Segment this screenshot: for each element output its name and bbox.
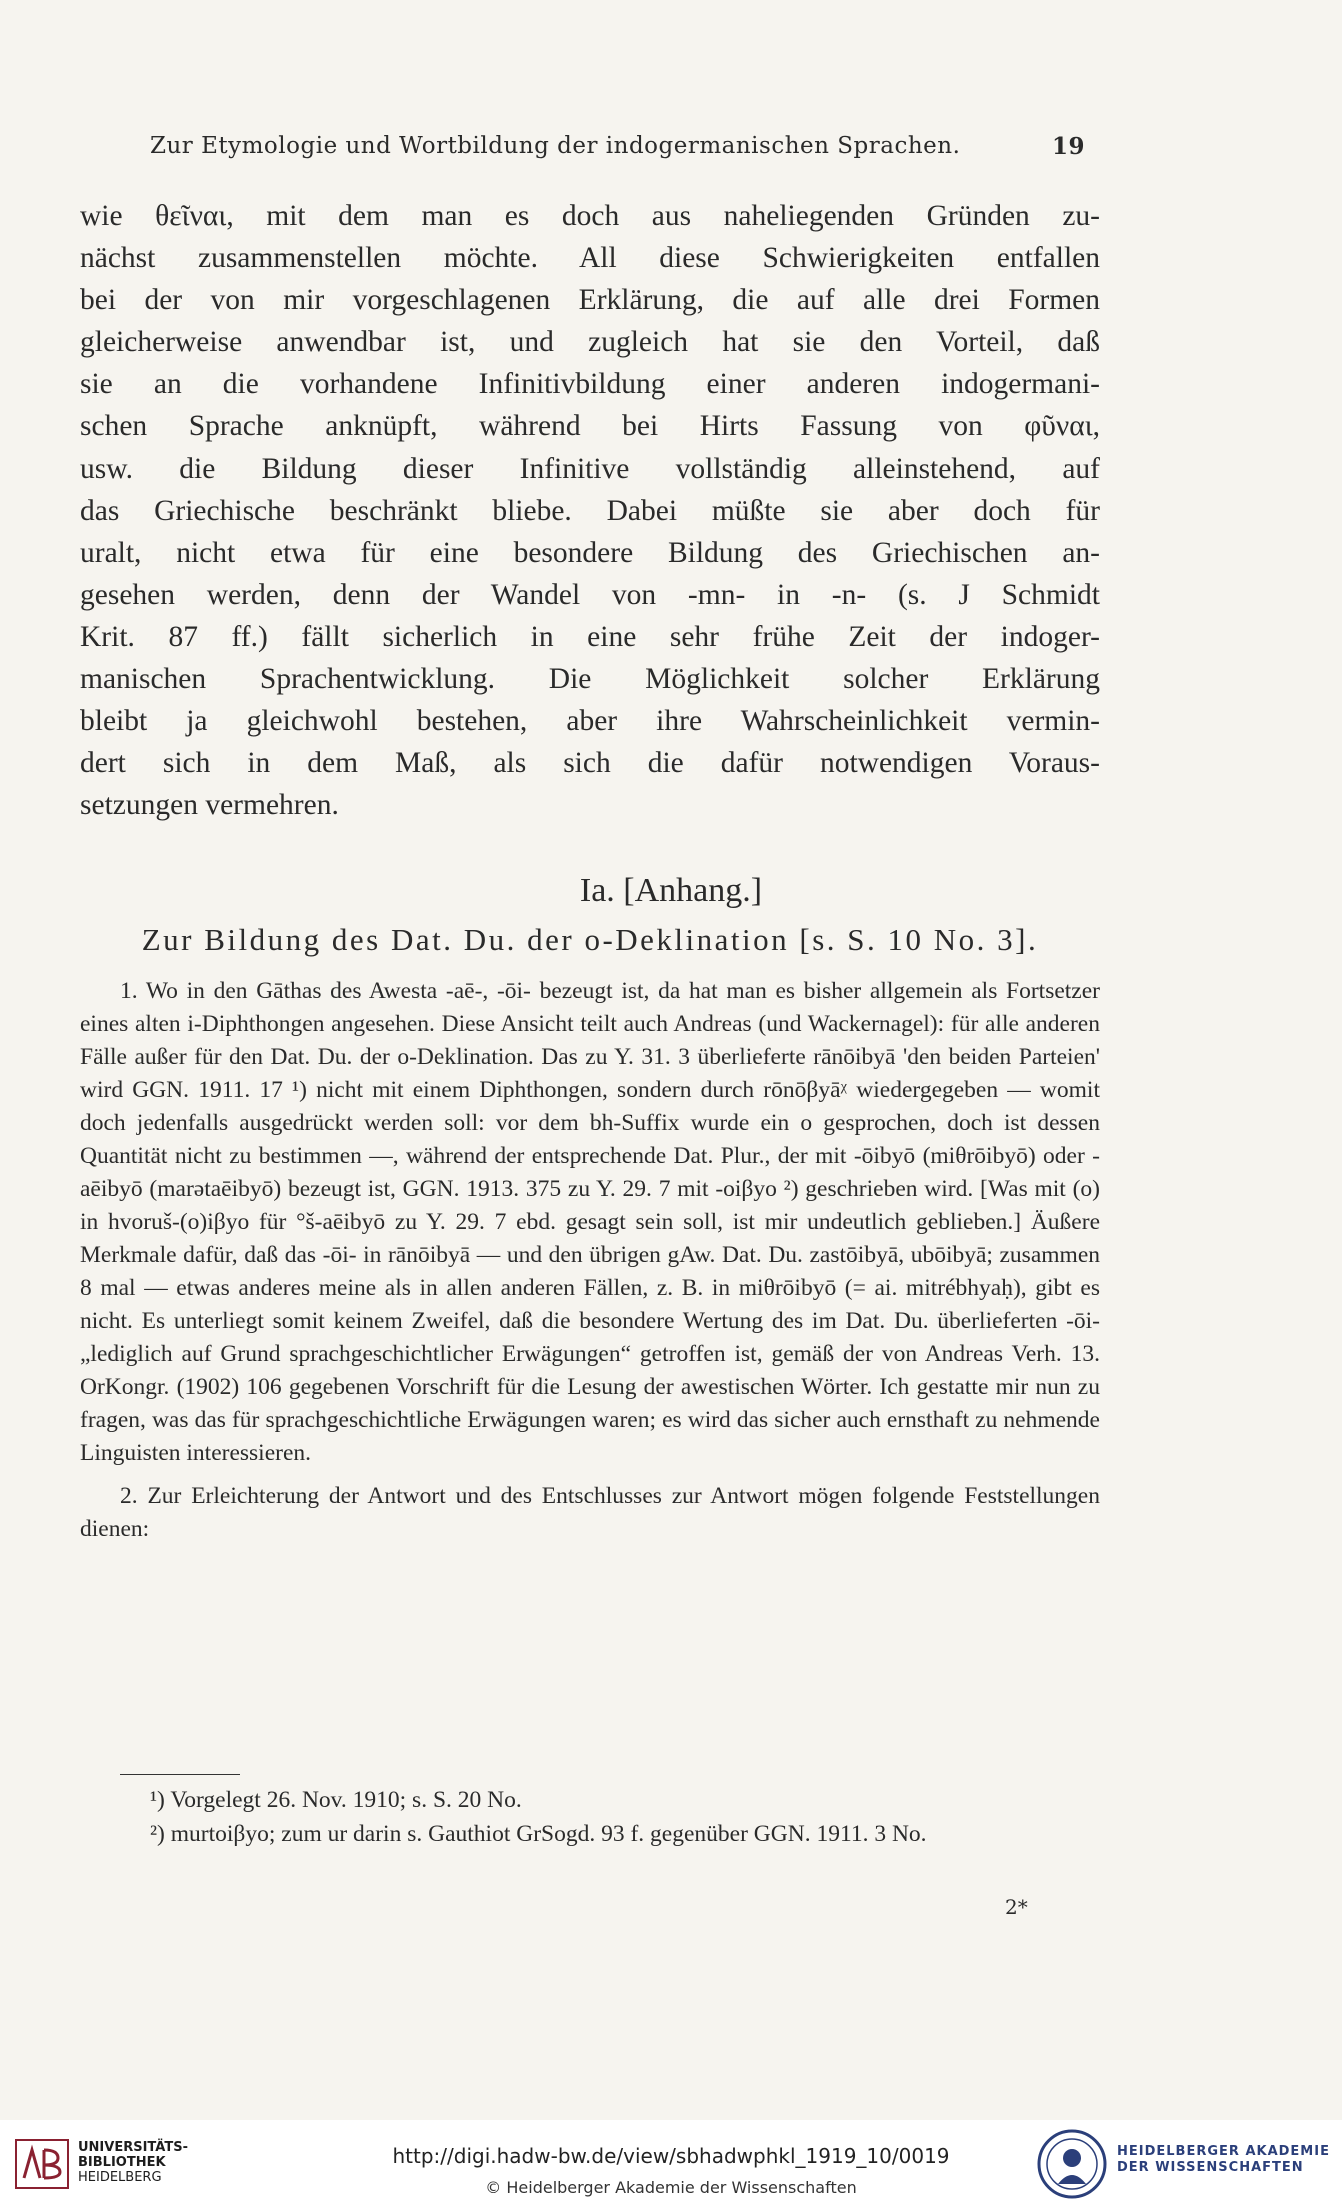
body-line: gleicherweise anwendbar ist, und zugleich hat sie den Vorteil, daß: [80, 326, 1100, 359]
permalink-url[interactable]: http://digi.hadw-bw.de/view/sbhadwphkl_1919_10/0019: [392, 2144, 950, 2168]
section-title: Zur Bildung des Dat. Du. der o-Deklination [s. S. 10 No. 3].: [141, 922, 1039, 957]
library-name: UNIVERSITÄTS- BIBLIOTHEK HEIDELBERG: [78, 2140, 188, 2185]
running-head-title: Zur Etymologie und Wortbildung der indogermanischen Sprachen.: [150, 133, 961, 159]
footnote-2: ²) murtoiβyo; zum ur darin s. Gauthiot GrSogd. 93 f. gegenüber GGN. 1911. 3 No.: [150, 1821, 927, 1847]
running-head: [150, 133, 1085, 159]
body-line: nächst zusammenstellen möchte. All diese Schwierigkeiten entfallen: [80, 242, 1100, 275]
section-number: Ia. [Anhang.]: [579, 872, 763, 909]
footnote-rule: [120, 1774, 240, 1775]
body-line: gesehen werden, denn der Wandel von -mn- in -n- (s. J Schmidt: [80, 578, 1100, 611]
academy-name: HEIDELBERGER AKADEMIE DER WISSENSCHAFTEN: [1117, 2144, 1330, 2175]
footnotes: [80, 1783, 1100, 1851]
body-line: dert sich in dem Maß, als sich die dafür notwendigen Voraus-: [80, 747, 1100, 780]
paragraph-2: 2. Zur Erleichterung der Antwort und des Entschlusses zur Antwort mögen folgende Feststellungen dienen:: [80, 1483, 1100, 1542]
body-line: sie an die vorhandene Infinitivbildung einer anderen indogermani-: [80, 368, 1100, 401]
body-line: Krit. 87 ff.) fällt sicherlich in eine sehr frühe Zeit der indoger-: [80, 620, 1100, 653]
academy-seal-icon: [1036, 2128, 1108, 2204]
section-text: [80, 975, 1100, 1546]
body-line: usw. die Bildung dieser Infinitive vollständig alleinstehend, auf: [80, 452, 1100, 485]
body-line: das Griechische beschränkt bliebe. Dabei müßte sie aber doch für: [80, 494, 1100, 527]
body-line: manischen Sprachentwicklung. Die Möglichkeit solcher Erklärung: [80, 663, 1100, 696]
body-paragraph: [80, 195, 1100, 826]
viewer-footer: [0, 2120, 1342, 2207]
page-number: 19: [1051, 133, 1085, 160]
body-line: uralt, nicht etwa für eine besondere Bildung des Griechischen an-: [80, 536, 1100, 569]
body-line: setzungen vermehren.: [80, 789, 339, 822]
body-line: bei der von mir vorgeschlagenen Erklärung, die auf alle drei Formen: [80, 284, 1100, 317]
body-line: bleibt ja gleichwohl bestehen, aber ihre Wahrscheinlichkeit vermin-: [80, 705, 1100, 738]
signature-mark: 2*: [1005, 1895, 1028, 1919]
footnote-1: ¹) Vorgelegt 26. Nov. 1910; s. S. 20 No.: [150, 1787, 522, 1813]
body-line: schen Sprache anknüpft, während bei Hirts Fassung von φῦναι,: [80, 410, 1100, 443]
body-line: wie θεῖναι, mit dem man es doch aus naheliegenden Gründen zu-: [80, 200, 1100, 232]
copyright-notice: © Heidelberger Akademie der Wissenschaften: [485, 2178, 857, 2197]
paragraph-1: 1. Wo in den Gāthas des Awesta -aē-, -ōi- bezeugt ist, da hat man es bisher allgemein als Fortsetzer eines alten i-Diphthongen angesehen. Diese Ansicht teilt auch Andreas (und Wackernagel): für alle anderen Fälle außer für den Dat. Du. der o-Deklination. Das zu Y. 31. 3 überlieferte rānōibyā 'den beiden Parteien' wird GGN. 1911. 17 ¹) nicht mit einem Diphthongen, sondern durch rōnōβyāᵡ wiedergegeben — womit doch jedenfalls ausgedrückt werden soll: vor dem bh-Suffix wurde ein o gesprochen, doch ist dessen Quantität nicht zu bestimmen —, während der entsprechende Dat. Plur., der mit -ōibyō (miθrōibyō) oder -aēibyō (marətaēibyō) bezeugt ist, GGN. 1913. 375 zu Y. 29. 7 mit -oiβyo ²) geschrieben wird. [Was mit (o) in hvoruš-(o)iβyo für °š-aēibyō zu Y. 29. 7 ebd. gesagt sein soll, ist mir undeutlich geblieben.] Äußere Merkmale dafür, daß das -ōi- in rānōibyā — und den übrigen gAw. Dat. Du. zastōibyā, ubōibyā; zusammen 8 mal — etwas anderes meine als in allen anderen Fällen, z. B. in miθrōibyō (= ai. mitrébhyaḥ), gibt es nicht. Es unterliegt somit keinem Zweifel, daß die besondere Wertung des im Dat. Du. überlieferten -ōi- „lediglich auf Grund sprachgeschichtlicher Erwägungen“ getroffen ist, gemäß der von Andreas Verh. 13. OrKongr. (1902) 106 gegebenen Vorschrift für die Lesung der awestischen Wörter. Ich gestatte mir nun zu fragen, was das für sprachgeschichtliche Erwägungen waren; es wird das sicher auch ernsthaft zu nehmende Linguisten interessieren.: [80, 978, 1100, 1466]
